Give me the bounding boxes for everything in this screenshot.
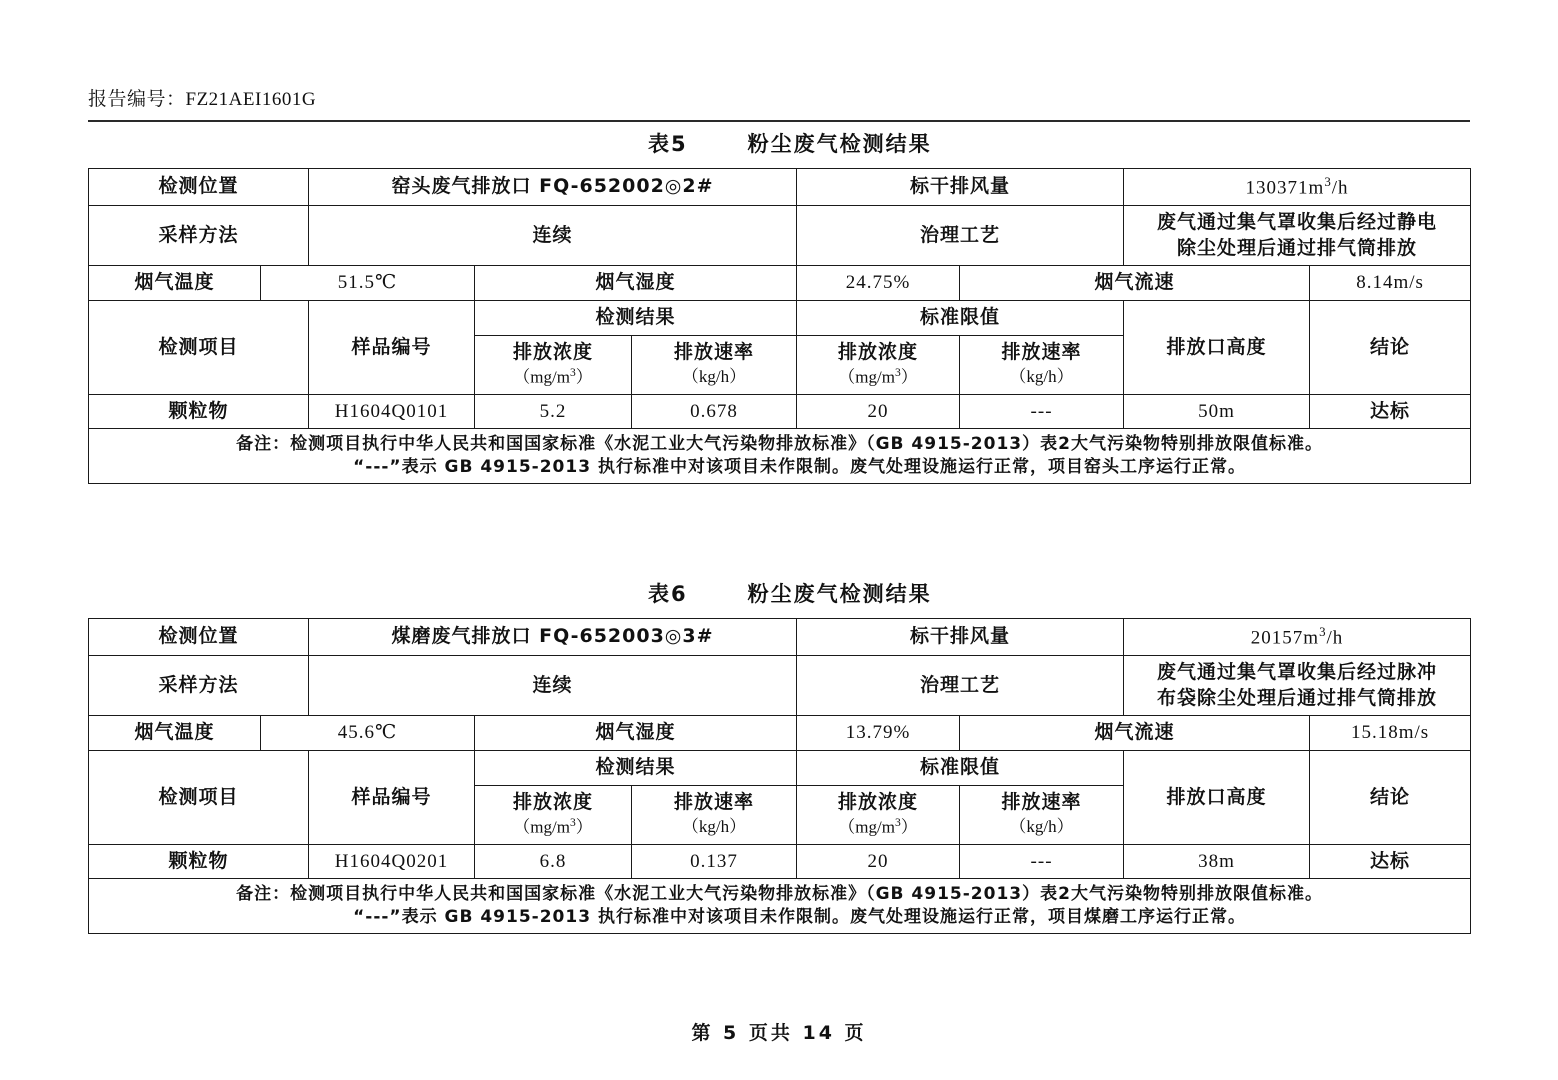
t5-treatment-line2: 除尘处理后通过排气筒排放 [1177,236,1418,259]
t5-data-sample: H1604Q0101 [309,394,475,429]
t6-head-result-conc-text: 排放浓度 [513,790,594,813]
table-6-label: 表6 [648,582,688,606]
t6-head-limit-rate-unit: （kg/h） [1009,817,1074,836]
t6-data-height: 38m [1124,844,1310,879]
t5-data-item: 颗粒物 [89,394,309,429]
t5-note [89,429,1471,484]
t5-head-result-conc-unit: $(mg/m^3)$ [513,366,593,387]
t6-head-height: 排放口高度 [1124,750,1310,844]
t5-head-limit-conc-unit: $(mg/m^3)$ [838,366,918,387]
table-note-row [89,429,1471,484]
t5-head-limit-rate-unit: （kg/h） [1009,367,1074,386]
t5-data-result-conc: 5.2 [475,394,632,429]
t5-data-limit-conc: 20 [797,394,960,429]
t6-note-line1: 备注：检测项目执行中华人民共和国国家标准《水泥工业大气污染物排放标准》（GB 4915-2013）表2大气污染物特别排放限值标准。 [236,884,1323,905]
t5-treatment-line1: 废气通过集气罩收集后经过静电 [1157,210,1438,233]
page-footer: 第 5 页共 14 页 [691,1022,867,1044]
t5-temp-label: 烟气温度 [89,266,261,301]
t5-head-limit-rate [960,335,1124,394]
table-block-6 [88,578,1471,934]
t6-note-line2: “---”表示 GB 4915-2013 执行标准中对该项目未作限制。废气处理设施运行正常，项目煤磨工序运行正常。 [353,907,1246,928]
table-row [89,619,1471,656]
t5-head-conclusion: 结论 [1310,300,1471,394]
t6-sampling-value: 连续 [309,655,797,715]
t6-head-result-conc [475,785,632,844]
t5-head-result-conc [475,335,632,394]
t6-head-limit-group: 标准限值 [797,750,1124,785]
t5-sampling-value: 连续 [309,205,797,265]
table-note-row [89,879,1471,934]
t6-head-limit-rate [960,785,1124,844]
table-6 [88,618,1471,934]
t6-treatment-label: 治理工艺 [797,655,1124,715]
t5-flow-value: $130371m^3/h$ [1124,169,1471,206]
t6-head-result-rate [632,785,797,844]
table-block-5 [88,128,1471,484]
table-6-title [88,578,1471,608]
t5-treatment-value [1124,205,1471,265]
t6-data-result-rate: 0.137 [632,844,797,879]
t5-location-value: 窑头废气排放口 FQ-652002◎2# [309,169,797,206]
t6-sampling-label: 采样方法 [89,655,309,715]
t6-head-limit-conc-unit: $(mg/m^3)$ [838,816,918,837]
t6-head-limit-rate-text: 排放速率 [1001,791,1082,814]
t5-temp-value: 51.5℃ [261,266,475,301]
table-row [89,394,1471,429]
t6-location-label: 检测位置 [89,619,309,656]
t6-humidity-value: 13.79% [797,716,960,751]
t6-data-limit-conc: 20 [797,844,960,879]
t6-temp-label: 烟气温度 [89,716,261,751]
t6-head-conclusion: 结论 [1310,750,1471,844]
t6-head-result-group: 检测结果 [475,750,797,785]
t6-note [89,879,1471,934]
t5-sampling-label: 采样方法 [89,205,309,265]
table-5-label: 表5 [648,132,688,156]
table-5-caption: 粉尘废气检测结果 [747,132,932,156]
t6-velocity-value: 15.18m/s [1310,716,1471,751]
t6-treatment-line1: 废气通过集气罩收集后经过脉冲 [1157,660,1438,683]
t6-flow-value: $20157m^3/h$ [1124,619,1471,656]
t6-treatment-value [1124,655,1471,715]
t5-head-limit-conc [797,335,960,394]
t5-location-label: 检测位置 [89,169,309,206]
t6-head-result-rate-text: 排放速率 [674,791,755,814]
t6-location-value: 煤磨废气排放口 FQ-652003◎3# [309,619,797,656]
t5-head-limit-conc-text: 排放浓度 [838,340,919,363]
t6-data-result-conc: 6.8 [475,844,632,879]
t6-flow-label: 标干排风量 [797,619,1124,656]
table-row [89,655,1471,715]
t6-head-result-conc-unit: $(mg/m^3)$ [513,816,593,837]
t6-head-item: 检测项目 [89,750,309,844]
t5-data-height: 50m [1124,394,1310,429]
t6-data-item: 颗粒物 [89,844,309,879]
table-row [89,266,1471,301]
t6-head-limit-conc-text: 排放浓度 [838,790,919,813]
t6-data-sample: H1604Q0201 [309,844,475,879]
table-row [89,716,1471,751]
t6-head-limit-conc [797,785,960,844]
t5-head-result-group: 检测结果 [475,300,797,335]
t5-data-conclusion: 达标 [1310,394,1471,429]
table-6-caption: 粉尘废气检测结果 [747,582,932,606]
t5-data-result-rate: 0.678 [632,394,797,429]
t6-temp-value: 45.6℃ [261,716,475,751]
t5-head-result-rate-unit: （kg/h） [681,367,747,386]
t6-humidity-label: 烟气湿度 [475,716,797,751]
t5-head-result-rate-text: 排放速率 [674,341,755,364]
t6-head-result-rate-unit: （kg/h） [681,817,747,836]
t5-humidity-label: 烟气湿度 [475,266,797,301]
t5-treatment-label: 治理工艺 [797,205,1124,265]
t5-head-limit-group: 标准限值 [797,300,1124,335]
table-row [89,844,1471,879]
t5-head-height: 排放口高度 [1124,300,1310,394]
t5-note-line2: “---”表示 GB 4915-2013 执行标准中对该项目未作限制。废气处理设施运行正常，项目窑头工序运行正常。 [353,457,1246,478]
t5-head-result-rate [632,335,797,394]
t5-velocity-value: 8.14m/s [1310,266,1471,301]
t5-head-limit-rate-text: 排放速率 [1001,341,1082,364]
t5-head-item: 检测项目 [89,300,309,394]
table-header-row [89,300,1471,335]
t6-velocity-label: 烟气流速 [960,716,1310,751]
t6-data-limit-rate: --- [960,844,1124,879]
table-5-title [88,128,1471,158]
table-5 [88,168,1471,484]
t5-head-sample: 样品编号 [309,300,475,394]
t5-note-line1: 备注：检测项目执行中华人民共和国国家标准《水泥工业大气污染物排放标准》（GB 4915-2013）表2大气污染物特别排放限值标准。 [236,434,1323,455]
table-header-row [89,750,1471,785]
t5-flow-label: 标干排风量 [797,169,1124,206]
header-divider [88,120,1470,122]
t6-data-conclusion: 达标 [1310,844,1471,879]
table-row [89,169,1471,206]
t5-head-result-conc-text: 排放浓度 [513,340,594,363]
table-row [89,205,1471,265]
t5-velocity-label: 烟气流速 [960,266,1310,301]
t6-head-sample: 样品编号 [309,750,475,844]
report-number: 报告编号：FZ21AEI1601G [88,89,317,110]
t5-humidity-value: 24.75% [797,266,960,301]
t5-data-limit-rate: --- [960,394,1124,429]
t6-treatment-line2: 布袋除尘处理后通过排气筒排放 [1157,686,1438,709]
